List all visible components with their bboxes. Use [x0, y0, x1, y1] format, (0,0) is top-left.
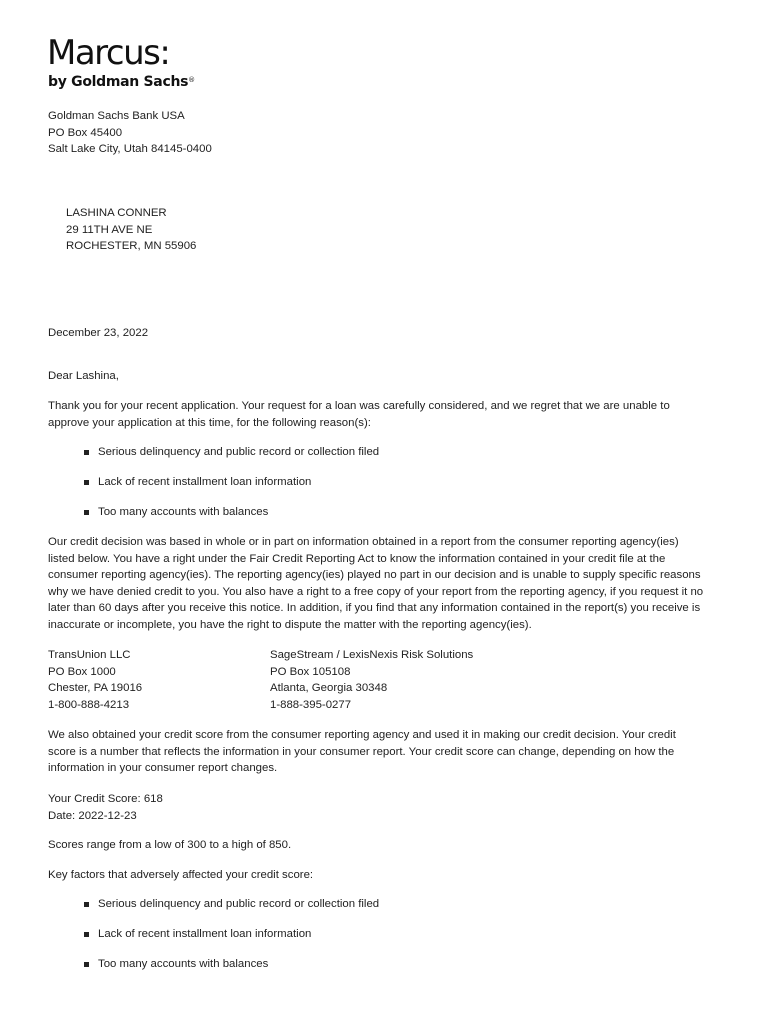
letter-date: December 23, 2022 — [48, 327, 149, 339]
score-info-line: score is a number that reflects the information in your consumer report. Your credit score can change, depending on how the — [48, 745, 675, 758]
sender-address — [48, 108, 720, 158]
fcra-paragraph — [48, 534, 720, 633]
agency-po-box: PO Box 105108 — [270, 665, 351, 678]
intro-paragraph — [48, 398, 720, 431]
goldman-sachs-logo-subtitle — [48, 73, 195, 91]
greeting: Dear Lashina, — [48, 370, 119, 382]
list-item — [84, 504, 379, 521]
bullet-square-icon — [84, 902, 89, 907]
agency-sagestream — [270, 647, 670, 713]
registered-mark: ® — [188, 76, 195, 84]
credit-score-value: Your Credit Score: 618 — [48, 793, 163, 805]
reason-text: Too many accounts with balances — [98, 506, 269, 518]
credit-score-block — [48, 791, 720, 824]
list-item — [84, 896, 379, 913]
agency-name: TransUnion LLC — [48, 649, 131, 661]
intro-line: Thank you for your recent application. Your request for a loan was carefully considered, and we regret that we are unable to — [48, 400, 670, 412]
fcra-line: why we have denied credit to you. You also have a right to a free copy of your report from the reporting agency, if you request it no — [48, 585, 704, 598]
list-item — [84, 956, 379, 973]
agency-city: Chester, PA 19016 — [48, 682, 143, 694]
bullet-square-icon — [84, 962, 89, 967]
factor-text: Too many accounts with balances — [98, 958, 269, 970]
credit-score-date: Date: 2022-12-23 — [48, 809, 137, 822]
bullet-square-icon — [84, 510, 89, 515]
recipient-street: 29 11TH AVE NE — [66, 223, 153, 236]
bullet-square-icon — [84, 450, 89, 455]
agency-phone: 1-800-888-4213 — [48, 698, 130, 711]
agency-po-box: PO Box 1000 — [48, 665, 116, 678]
fcra-line: consumer reporting agency(ies). The reporting agency(ies) played no part in our decision and is unable to supply specific reasons — [48, 569, 701, 581]
agency-city: Atlanta, Georgia 30348 — [270, 682, 388, 694]
denial-reasons-list — [84, 444, 379, 534]
marcus-logo: Marcus: — [47, 33, 170, 73]
sender-name: Goldman Sachs Bank USA — [48, 110, 185, 122]
credit-score-paragraph — [48, 727, 720, 777]
sender-po-box: PO Box 45400 — [48, 126, 123, 139]
recipient-city: ROCHESTER, MN 55906 — [66, 240, 197, 252]
factor-text: Serious delinquency and public record or collection filed — [98, 898, 380, 910]
reason-text: Lack of recent installment loan information — [98, 476, 312, 488]
fcra-line: inaccurate or incomplete, you have the right to dispute the matter with the reporting agency(ies). — [48, 618, 532, 631]
intro-line: approve your application at this time, for the following reason(s): — [48, 416, 371, 429]
fcra-line: listed below. You have a right under the Fair Credit Reporting Act to know the information contained in your credit file at the — [48, 552, 666, 565]
list-item — [84, 474, 379, 491]
bullet-square-icon — [84, 480, 89, 485]
recipient-name: LASHINA CONNER — [66, 207, 167, 219]
logo-subtitle-text: by Goldman Sachs — [48, 74, 189, 90]
agency-name: SageStream / LexisNexis Risk Solutions — [270, 649, 474, 661]
agency-transunion — [48, 647, 248, 713]
reason-text: Serious delinquency and public record or collection filed — [98, 446, 380, 458]
list-item — [84, 444, 379, 461]
fcra-line: Our credit decision was based in whole or in part on information obtained in a report from the consumer reporting agency(ies) — [48, 536, 679, 548]
factor-text: Lack of recent installment loan information — [98, 928, 312, 940]
score-info-line: We also obtained your credit score from the consumer reporting agency and used it in making our credit decision. Your credit — [48, 729, 676, 741]
key-factors-heading: Key factors that adversely affected your credit score: — [48, 869, 314, 881]
fcra-line: later than 60 days after you receive this notice. In addition, if you find that any information contained in the report(s) you receive is — [48, 602, 701, 614]
score-info-line: information in your consumer report changes. — [48, 762, 278, 774]
bullet-square-icon — [84, 932, 89, 937]
score-range: Scores range from a low of 300 to a high of 850. — [48, 839, 292, 851]
key-factors-list — [84, 896, 379, 986]
agency-phone: 1-888-395-0277 — [270, 698, 352, 711]
recipient-address — [66, 205, 738, 255]
sender-city: Salt Lake City, Utah 84145-0400 — [48, 143, 212, 155]
list-item — [84, 926, 379, 943]
